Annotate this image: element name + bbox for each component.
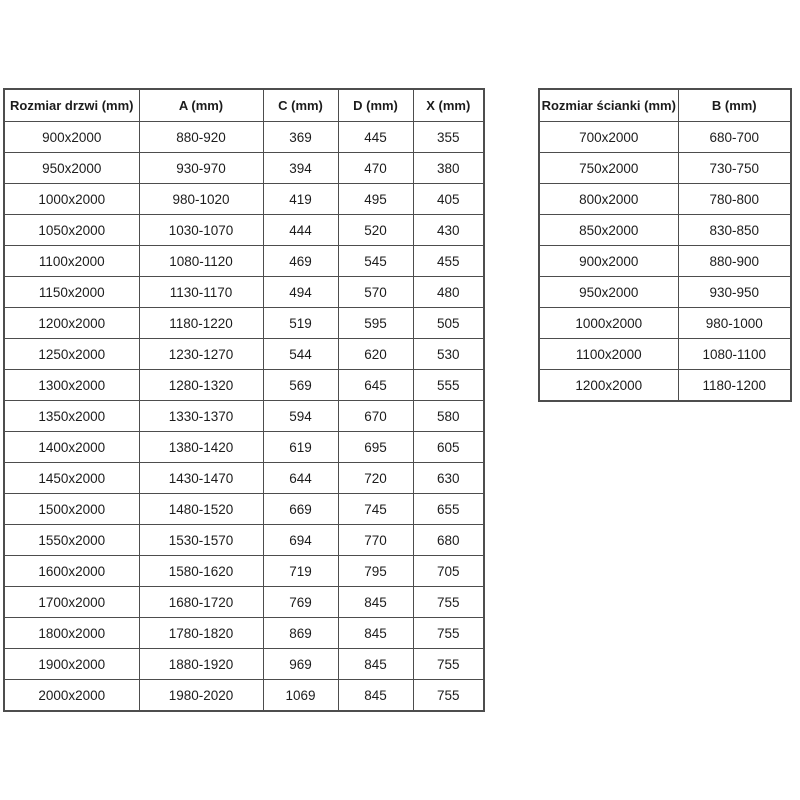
table-cell: 455 bbox=[413, 246, 484, 277]
table-cell: 1200x2000 bbox=[539, 370, 678, 402]
column-header: X (mm) bbox=[413, 89, 484, 122]
table-row bbox=[539, 153, 791, 184]
table-row bbox=[4, 494, 484, 525]
table-cell: 520 bbox=[338, 215, 413, 246]
table-cell: 1050x2000 bbox=[4, 215, 139, 246]
table-row bbox=[539, 246, 791, 277]
table-cell: 850x2000 bbox=[539, 215, 678, 246]
table-cell: 355 bbox=[413, 122, 484, 153]
table-cell: 1700x2000 bbox=[4, 587, 139, 618]
table-cell: 680-700 bbox=[678, 122, 791, 153]
table-cell: 1600x2000 bbox=[4, 556, 139, 587]
table-cell: 1069 bbox=[263, 680, 338, 712]
table-cell: 1080-1100 bbox=[678, 339, 791, 370]
table-cell: 900x2000 bbox=[4, 122, 139, 153]
table-cell: 394 bbox=[263, 153, 338, 184]
table-cell: 845 bbox=[338, 618, 413, 649]
table-cell: 795 bbox=[338, 556, 413, 587]
table-cell: 755 bbox=[413, 587, 484, 618]
table-row bbox=[4, 308, 484, 339]
table-cell: 1450x2000 bbox=[4, 463, 139, 494]
column-header: C (mm) bbox=[263, 89, 338, 122]
table-cell: 880-920 bbox=[139, 122, 263, 153]
table-row bbox=[539, 215, 791, 246]
table-row bbox=[4, 184, 484, 215]
table-cell: 1900x2000 bbox=[4, 649, 139, 680]
table-cell: 545 bbox=[338, 246, 413, 277]
table-cell: 745 bbox=[338, 494, 413, 525]
table-row bbox=[539, 339, 791, 370]
column-header: B (mm) bbox=[678, 89, 791, 122]
table-cell: 555 bbox=[413, 370, 484, 401]
table-cell: 619 bbox=[263, 432, 338, 463]
column-header: Rozmiar ścianki (mm) bbox=[539, 89, 678, 122]
wall-table-header-row bbox=[539, 89, 791, 122]
table-cell: 1280-1320 bbox=[139, 370, 263, 401]
table-cell: 1000x2000 bbox=[4, 184, 139, 215]
table-cell: 900x2000 bbox=[539, 246, 678, 277]
table-cell: 769 bbox=[263, 587, 338, 618]
wall-size-table bbox=[538, 88, 792, 402]
table-cell: 695 bbox=[338, 432, 413, 463]
door-table-body bbox=[4, 122, 484, 712]
table-cell: 644 bbox=[263, 463, 338, 494]
table-row bbox=[539, 308, 791, 339]
table-cell: 530 bbox=[413, 339, 484, 370]
table-cell: 670 bbox=[338, 401, 413, 432]
table-cell: 1000x2000 bbox=[539, 308, 678, 339]
table-cell: 950x2000 bbox=[4, 153, 139, 184]
table-row bbox=[4, 556, 484, 587]
table-cell: 1680-1720 bbox=[139, 587, 263, 618]
table-cell: 1780-1820 bbox=[139, 618, 263, 649]
table-cell: 845 bbox=[338, 587, 413, 618]
table-cell: 830-850 bbox=[678, 215, 791, 246]
table-cell: 720 bbox=[338, 463, 413, 494]
table-cell: 544 bbox=[263, 339, 338, 370]
table-cell: 1230-1270 bbox=[139, 339, 263, 370]
table-cell: 1530-1570 bbox=[139, 525, 263, 556]
table-cell: 494 bbox=[263, 277, 338, 308]
table-cell: 469 bbox=[263, 246, 338, 277]
table-cell: 755 bbox=[413, 649, 484, 680]
table-cell: 645 bbox=[338, 370, 413, 401]
table-cell: 380 bbox=[413, 153, 484, 184]
table-cell: 519 bbox=[263, 308, 338, 339]
table-cell: 1480-1520 bbox=[139, 494, 263, 525]
table-cell: 930-950 bbox=[678, 277, 791, 308]
table-cell: 1130-1170 bbox=[139, 277, 263, 308]
table-cell: 505 bbox=[413, 308, 484, 339]
table-row bbox=[4, 618, 484, 649]
table-cell: 1080-1120 bbox=[139, 246, 263, 277]
table-cell: 445 bbox=[338, 122, 413, 153]
table-cell: 1250x2000 bbox=[4, 339, 139, 370]
table-row bbox=[4, 401, 484, 432]
table-cell: 780-800 bbox=[678, 184, 791, 215]
table-cell: 1150x2000 bbox=[4, 277, 139, 308]
table-cell: 1030-1070 bbox=[139, 215, 263, 246]
column-header: A (mm) bbox=[139, 89, 263, 122]
table-cell: 705 bbox=[413, 556, 484, 587]
table-cell: 495 bbox=[338, 184, 413, 215]
table-cell: 1100x2000 bbox=[539, 339, 678, 370]
table-cell: 719 bbox=[263, 556, 338, 587]
table-cell: 580 bbox=[413, 401, 484, 432]
table-cell: 969 bbox=[263, 649, 338, 680]
table-cell: 930-970 bbox=[139, 153, 263, 184]
table-row bbox=[4, 463, 484, 494]
table-cell: 630 bbox=[413, 463, 484, 494]
table-row bbox=[4, 246, 484, 277]
door-table-header-row bbox=[4, 89, 484, 122]
table-row bbox=[539, 184, 791, 215]
table-cell: 950x2000 bbox=[539, 277, 678, 308]
table-cell: 595 bbox=[338, 308, 413, 339]
table-cell: 1180-1200 bbox=[678, 370, 791, 402]
table-row bbox=[4, 432, 484, 463]
table-cell: 694 bbox=[263, 525, 338, 556]
table-row bbox=[4, 587, 484, 618]
table-cell: 605 bbox=[413, 432, 484, 463]
table-row bbox=[4, 277, 484, 308]
table-row bbox=[539, 370, 791, 402]
table-row bbox=[4, 153, 484, 184]
table-cell: 1800x2000 bbox=[4, 618, 139, 649]
table-cell: 845 bbox=[338, 680, 413, 712]
table-cell: 845 bbox=[338, 649, 413, 680]
table-cell: 569 bbox=[263, 370, 338, 401]
table-cell: 980-1000 bbox=[678, 308, 791, 339]
table-cell: 880-900 bbox=[678, 246, 791, 277]
table-row bbox=[4, 122, 484, 153]
table-row bbox=[4, 680, 484, 712]
table-cell: 444 bbox=[263, 215, 338, 246]
table-cell: 669 bbox=[263, 494, 338, 525]
table-cell: 700x2000 bbox=[539, 122, 678, 153]
table-cell: 480 bbox=[413, 277, 484, 308]
table-cell: 1980-2020 bbox=[139, 680, 263, 712]
table-cell: 655 bbox=[413, 494, 484, 525]
table-row bbox=[539, 277, 791, 308]
table-row bbox=[4, 215, 484, 246]
table-cell: 750x2000 bbox=[539, 153, 678, 184]
table-cell: 730-750 bbox=[678, 153, 791, 184]
table-cell: 770 bbox=[338, 525, 413, 556]
table-cell: 419 bbox=[263, 184, 338, 215]
table-cell: 800x2000 bbox=[539, 184, 678, 215]
table-cell: 1330-1370 bbox=[139, 401, 263, 432]
table-cell: 369 bbox=[263, 122, 338, 153]
table-cell: 1400x2000 bbox=[4, 432, 139, 463]
column-header: Rozmiar drzwi (mm) bbox=[4, 89, 139, 122]
table-cell: 755 bbox=[413, 680, 484, 712]
table-cell: 755 bbox=[413, 618, 484, 649]
table-row bbox=[539, 122, 791, 153]
table-row bbox=[4, 525, 484, 556]
table-cell: 1550x2000 bbox=[4, 525, 139, 556]
wall-table-body bbox=[539, 122, 791, 402]
table-cell: 1350x2000 bbox=[4, 401, 139, 432]
table-cell: 470 bbox=[338, 153, 413, 184]
table-cell: 1300x2000 bbox=[4, 370, 139, 401]
table-cell: 1500x2000 bbox=[4, 494, 139, 525]
table-cell: 1580-1620 bbox=[139, 556, 263, 587]
table-cell: 2000x2000 bbox=[4, 680, 139, 712]
table-row bbox=[4, 649, 484, 680]
table-cell: 620 bbox=[338, 339, 413, 370]
table-cell: 594 bbox=[263, 401, 338, 432]
table-cell: 1430-1470 bbox=[139, 463, 263, 494]
table-cell: 680 bbox=[413, 525, 484, 556]
table-row bbox=[4, 370, 484, 401]
table-cell: 430 bbox=[413, 215, 484, 246]
door-size-table bbox=[3, 88, 485, 712]
table-cell: 980-1020 bbox=[139, 184, 263, 215]
table-row bbox=[4, 339, 484, 370]
column-header: D (mm) bbox=[338, 89, 413, 122]
table-cell: 405 bbox=[413, 184, 484, 215]
table-cell: 869 bbox=[263, 618, 338, 649]
table-cell: 1880-1920 bbox=[139, 649, 263, 680]
table-cell: 570 bbox=[338, 277, 413, 308]
table-cell: 1180-1220 bbox=[139, 308, 263, 339]
table-cell: 1200x2000 bbox=[4, 308, 139, 339]
table-cell: 1100x2000 bbox=[4, 246, 139, 277]
table-cell: 1380-1420 bbox=[139, 432, 263, 463]
